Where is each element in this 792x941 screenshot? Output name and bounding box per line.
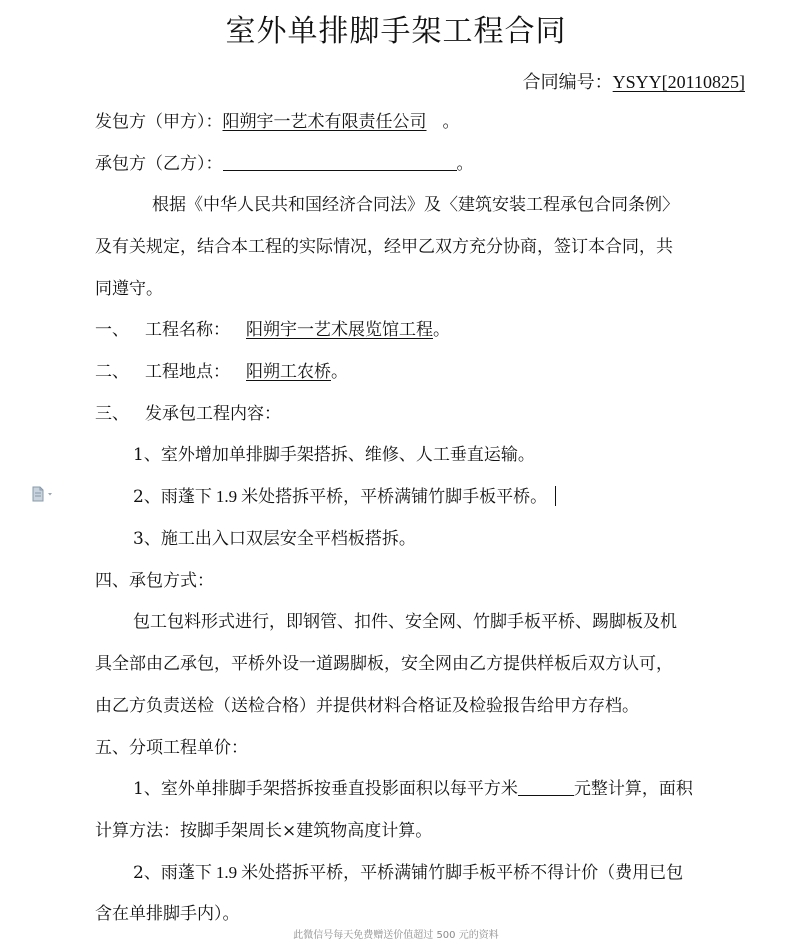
document-title: 室外单排脚手架工程合同 bbox=[225, 14, 567, 49]
section-3-item-2-text-a: 2、雨蓬下 bbox=[133, 487, 212, 507]
section-3-item-2-text-b: 米处搭拆平桥，平桥满铺竹脚手板平桥。 bbox=[241, 487, 548, 507]
section-5-item-2 bbox=[133, 862, 783, 884]
section-3-label: 发承包工程内容： bbox=[145, 404, 281, 424]
section-5-item-1-cont: 计算方法：按脚手架周长×建筑物高度计算。 bbox=[95, 821, 433, 841]
section-1-value: 阳朔宇一艺术展览馆工程 bbox=[246, 320, 433, 340]
section-4-heading: 四、承包方式： bbox=[95, 571, 214, 591]
footer-watermark: 此微信号每天免费赠送价值超过 500 元的资料 bbox=[293, 930, 499, 941]
party-a-label: 发包方（甲方）： bbox=[95, 112, 223, 132]
section-3-number: 三、 bbox=[95, 404, 129, 424]
contract-number-value: YSYY[20110825] bbox=[612, 72, 745, 92]
section-5-item-1-text-b: 元整计算，面积 bbox=[573, 779, 693, 799]
party-b-blank bbox=[223, 154, 457, 171]
section-5-item-2-text-a: 2、雨蓬下 bbox=[133, 863, 212, 883]
section-1-end: 。 bbox=[433, 320, 450, 340]
intro-line-2: 及有关规定，结合本工程的实际情况，经甲乙双方充分协商，签订本合同，共 bbox=[95, 237, 673, 257]
section-4-para-line-1: 包工包料形式进行，即钢管、扣件、安全网、竹脚手板平桥、踢脚板及机 bbox=[133, 612, 677, 632]
section-2-line bbox=[95, 361, 745, 383]
section-5-item-2-number: 1.9 bbox=[215, 863, 238, 882]
section-4-para-line-3: 由乙方负责送检（送检合格）并提供材料合格证及检验报告给甲方存档。 bbox=[95, 696, 639, 716]
unit-price-blank bbox=[518, 779, 574, 796]
section-5-item-2-cont: 含在单排脚手内）。 bbox=[95, 904, 240, 924]
party-b-label: 承包方（乙方）： bbox=[95, 154, 223, 174]
section-5-item-1-text-a: 1、室外单排脚手架搭拆按垂直投影面积以每平方米 bbox=[133, 779, 518, 799]
document-comment-icon[interactable] bbox=[30, 486, 56, 502]
party-a-value: 阳朔宇一艺术有限责任公司 bbox=[222, 112, 427, 132]
text-cursor bbox=[555, 486, 556, 506]
section-2-end: 。 bbox=[331, 362, 348, 382]
section-1-label: 工程名称： bbox=[145, 320, 230, 340]
section-3-item-3: 3、施工出入口双层安全平档板搭拆。 bbox=[133, 529, 416, 549]
section-3-line bbox=[95, 403, 745, 425]
section-2-value: 阳朔工农桥 bbox=[246, 362, 331, 382]
section-5-item-2-text-b: 米处搭拆平桥，平桥满铺竹脚手板平桥不得计价（费用已包 bbox=[241, 863, 684, 883]
section-3-item-2-number: 1.9 bbox=[215, 487, 238, 506]
intro-line-3: 同遵守。 bbox=[95, 279, 163, 299]
section-1-line bbox=[95, 319, 745, 341]
party-a-end: 。 bbox=[442, 112, 460, 132]
contract-number-label: 合同编号： bbox=[522, 72, 613, 93]
section-5-heading: 五、分项工程单价： bbox=[95, 738, 248, 758]
section-3-item-1: 1、室外增加单排脚手架搭拆、维修、人工垂直运输。 bbox=[133, 445, 535, 465]
section-2-label: 工程地点： bbox=[145, 362, 230, 382]
section-3-item-2 bbox=[133, 486, 783, 508]
party-b-line bbox=[95, 153, 745, 175]
contract-number bbox=[523, 68, 745, 94]
section-5-item-1 bbox=[133, 778, 783, 800]
intro-line-1: 根据《中华人民共和国经济合同法》及〈建筑安装工程承包合同条例〉 bbox=[152, 195, 679, 215]
section-2-number: 二、 bbox=[95, 362, 129, 382]
party-a-line bbox=[95, 111, 745, 133]
section-4-para-line-2: 具全部由乙承包，平桥外设一道踢脚板，安全网由乙方提供样板后双方认可， bbox=[95, 654, 673, 674]
section-1-number: 一、 bbox=[95, 320, 129, 340]
party-b-end: 。 bbox=[456, 154, 474, 174]
